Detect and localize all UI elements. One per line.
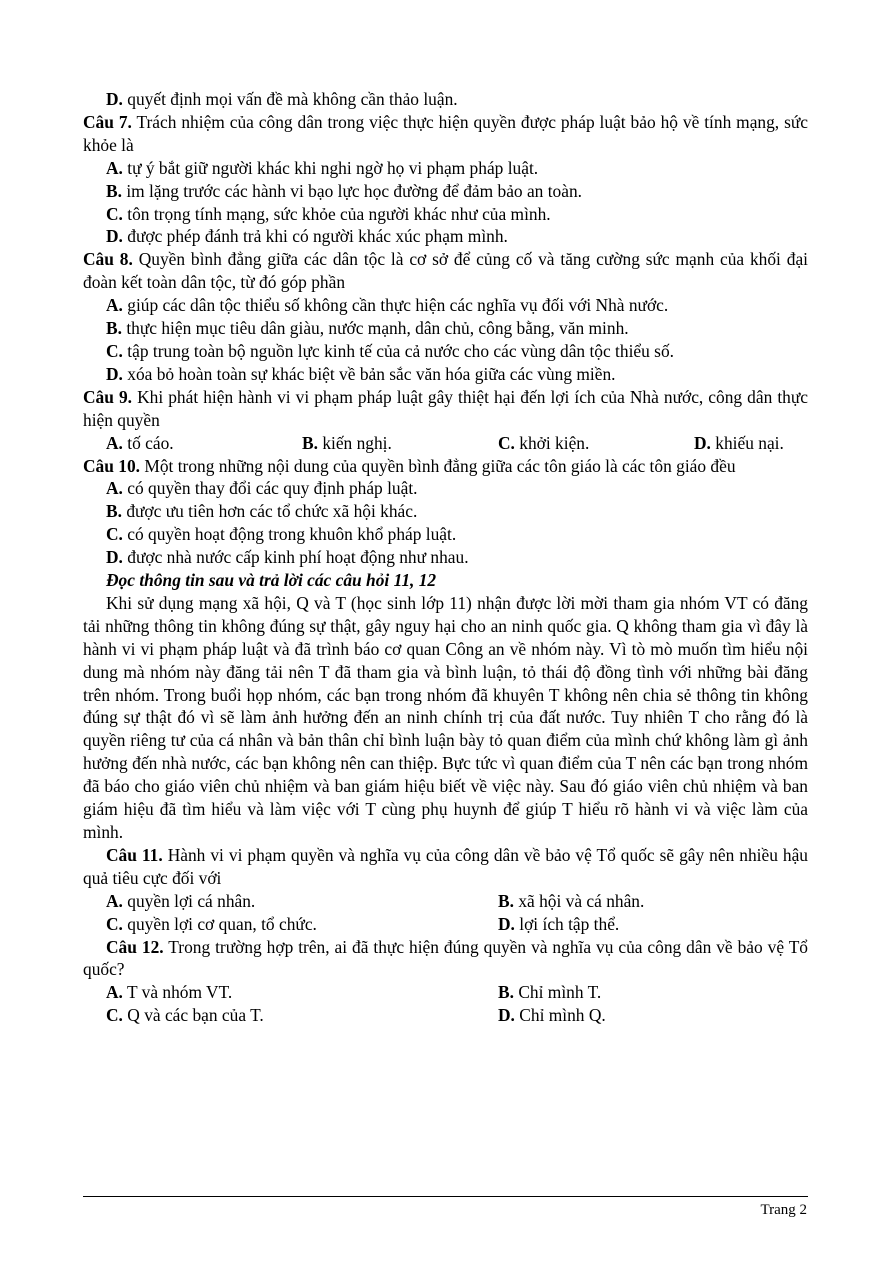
question-11-option-a: A. quyền lợi cá nhân. (106, 890, 256, 911)
reading-heading: Đọc thông tin sau và trả lời các câu hỏi 11, 12 (106, 570, 437, 591)
question-8-option-a: A. giúp các dân tộc thiểu số không cần thực hiện các nghĩa vụ đối với Nhà nước. (106, 295, 669, 316)
prev-option-d: D. quyết định mọi vấn đề mà không cần thảo luận. (106, 89, 458, 109)
question-12-option-c: C. Q và các bạn của T. (106, 1005, 264, 1026)
question-10-option-d: D. được nhà nước cấp kinh phí hoạt động như nhau. (106, 547, 469, 568)
question-7-option-a: A. tự ý bắt giữ người khác khi nghi ngờ họ vi phạm pháp luật. (106, 157, 539, 178)
question-8: Câu 8. Quyền bình đẳng giữa các dân tộc là cơ sở để củng cố và tăng cường sức mạnh của khối đại đoàn kết toàn dân tộc, từ đó góp phần (83, 249, 808, 293)
question-12-option-a: A. T và nhóm VT. (106, 982, 233, 1003)
question-12-options-row-2 (83, 1004, 808, 1027)
question-7-option-b: B. im lặng trước các hành vi bạo lực học đường để đảm bảo an toàn. (106, 180, 583, 201)
question-11: Câu 11. Hành vi vi phạm quyền và nghĩa vụ của công dân về bảo vệ Tổ quốc sẽ gây nên nhiều hậu quả tiêu cực đối với (83, 844, 808, 888)
question-9-options (83, 432, 808, 455)
document-page (83, 88, 808, 1027)
question-12-option-d: D. Chỉ mình Q. (498, 1005, 606, 1026)
question-12-option-b: B. Chỉ mình T. (498, 982, 602, 1003)
footer-divider (83, 1196, 808, 1197)
question-7: Câu 7. Trách nhiệm của công dân trong việc thực hiện quyền được pháp luật bảo hộ về tính mạng, sức khỏe là (83, 111, 808, 155)
question-11-option-c: C. quyền lợi cơ quan, tổ chức. (106, 913, 317, 934)
question-10: Câu 10. Một trong những nội dung của quyền bình đẳng giữa các tôn giáo là các tôn giáo đều (83, 455, 736, 476)
question-9-option-a: A. tố cáo. (106, 432, 174, 453)
question-7-option-d: D. được phép đánh trả khi có người khác xúc phạm mình. (106, 226, 508, 247)
question-9: Câu 9. Khi phát hiện hành vi vi phạm pháp luật gây thiệt hại đến lợi ích của Nhà nước, công dân thực hiện quyền (83, 386, 808, 430)
page-number: Trang 2 (760, 1202, 807, 1218)
reading-passage: Khi sử dụng mạng xã hội, Q và T (học sinh lớp 11) nhận được lời mời tham gia nhóm VT có đăng tải những thông tin không đúng sự thật, gây nguy hại cho an ninh quốc gia. Q không tham gia vì đây là hành vi vi phạm pháp luật và đã trình báo cơ quan Công an về nhóm này. Vì tò mò muốn tìm hiểu nội dung mà nhóm này đăng tải nên T đã tham gia và bình luận, tỏ thái độ đồng tình với những bài đăng trên nhóm. Trong buổi họp nhóm, các bạn trong nhóm đã khuyên T không nên chia sẻ thông tin không đúng sự thật đó vì sẽ làm ảnh hưởng đến an ninh chính trị của đất nước. Tuy nhiên T cho rằng đó là quyền riêng tư của cá nhân và bản thân chỉ bình luận bày tỏ quan điểm của mình chứ không làm gì ảnh hưởng đến nhà nước, các bạn không nên can thiệp. Bực tức vì quan điểm của T nên các bạn trong nhóm đã báo cho giáo viên chủ nhiệm và ban giám hiệu biết về việc này. Sau đó giáo viên chủ nhiệm và ban giám hiệu đã tìm hiểu và làm việc với T cùng phụ huynh để giúp T hiểu rõ hành vi và việc làm của mình. (83, 592, 808, 842)
question-11-options-row-2 (83, 913, 808, 936)
question-8-option-b: B. thực hiện mục tiêu dân giàu, nước mạnh, dân chủ, công bằng, văn minh. (106, 318, 629, 339)
question-8-option-d: D. xóa bỏ hoàn toàn sự khác biệt về bản sắc văn hóa giữa các vùng miền. (106, 363, 616, 384)
question-12-options-row-1 (83, 981, 808, 1004)
question-10-option-a: A. có quyền thay đổi các quy định pháp luật. (106, 478, 418, 499)
question-11-option-b: B. xã hội và cá nhân. (498, 890, 645, 911)
question-9-option-c: C. khởi kiện. (498, 432, 590, 453)
question-11-options-row-1 (83, 890, 808, 913)
question-7-option-c: C. tôn trọng tính mạng, sức khỏe của người khác như của mình. (106, 203, 551, 224)
question-12: Câu 12. Trong trường hợp trên, ai đã thực hiện đúng quyền và nghĩa vụ của công dân về bảo vệ Tổ quốc? (83, 936, 809, 980)
question-9-option-b: B. kiến nghị. (302, 432, 392, 453)
question-11-option-d: D. lợi ích tập thể. (498, 913, 620, 934)
question-9-option-d: D. khiếu nại. (694, 432, 784, 453)
question-8-option-c: C. tập trung toàn bộ nguồn lực kinh tế của cả nước cho các vùng dân tộc thiểu số. (106, 340, 674, 361)
question-10-option-b: B. được ưu tiên hơn các tổ chức xã hội khác. (106, 501, 418, 522)
question-10-option-c: C. có quyền hoạt động trong khuôn khổ pháp luật. (106, 524, 457, 545)
